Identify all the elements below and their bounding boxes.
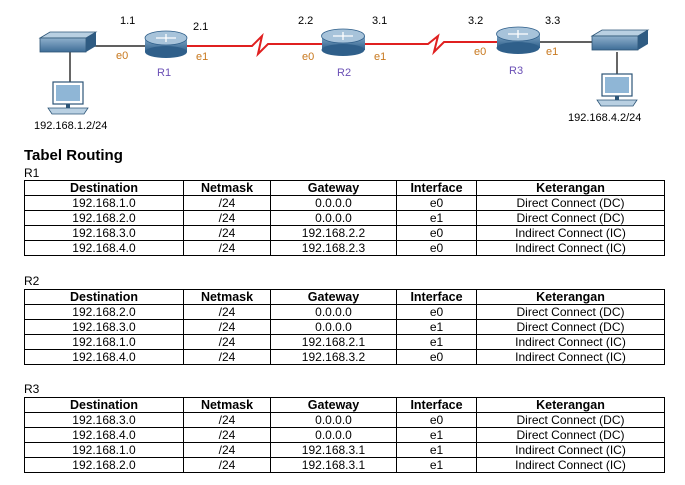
addr-label-2-2: 2.2 [298, 15, 314, 27]
cell-interface: e1 [397, 335, 477, 350]
header-keterangan: Keterangan [477, 290, 665, 305]
cell-netmask: /24 [184, 305, 271, 320]
router-r3-label: R3 [509, 65, 524, 77]
r1-e1-label: e1 [196, 51, 209, 63]
r1-e0-label: e0 [116, 50, 129, 62]
header-keterangan: Keterangan [477, 398, 665, 413]
header-gateway: Gateway [271, 181, 397, 196]
cell-interface: e1 [397, 458, 477, 473]
cell-netmask: /24 [184, 443, 271, 458]
cell-destination: 192.168.2.0 [25, 211, 184, 226]
pc-right-icon [597, 74, 637, 106]
header-keterangan: Keterangan [477, 181, 665, 196]
cell-gateway: 192.168.2.2 [271, 226, 397, 241]
addr-label-3-3: 3.3 [545, 15, 561, 27]
cell-destination: 192.168.3.0 [25, 320, 184, 335]
cell-gateway: 0.0.0.0 [271, 320, 397, 335]
cell-gateway: 192.168.3.2 [271, 350, 397, 365]
cell-netmask: /24 [184, 458, 271, 473]
cell-keterangan: Indirect Connect (IC) [477, 241, 665, 256]
header-interface: Interface [397, 398, 477, 413]
cell-gateway: 192.168.3.1 [271, 443, 397, 458]
cell-interface: e0 [397, 305, 477, 320]
cell-netmask: /24 [184, 320, 271, 335]
r3-e1-label: e1 [546, 46, 559, 58]
routing-table-r1 [24, 180, 665, 256]
header-destination: Destination [25, 398, 184, 413]
table-r3-label: R3 [24, 382, 40, 396]
addr-label-1-1: 1.1 [120, 15, 136, 27]
cell-destination: 192.168.4.0 [25, 428, 184, 443]
cell-gateway: 0.0.0.0 [271, 211, 397, 226]
routing-table-r3 [24, 397, 665, 473]
cell-netmask: /24 [184, 226, 271, 241]
routing-table-r2 [24, 289, 665, 365]
cell-gateway: 192.168.2.3 [271, 241, 397, 256]
router-r3-icon [497, 27, 541, 54]
switch-left-icon [40, 32, 96, 52]
cell-destination: 192.168.3.0 [25, 226, 184, 241]
router-r2-label: R2 [337, 67, 352, 79]
cell-keterangan: Direct Connect (DC) [477, 211, 665, 226]
addr-label-3-1: 3.1 [372, 15, 388, 27]
cell-netmask: /24 [184, 241, 271, 256]
cell-keterangan: Direct Connect (DC) [477, 320, 665, 335]
cell-gateway: 0.0.0.0 [271, 305, 397, 320]
table-header-row [25, 181, 665, 196]
cell-interface: e0 [397, 196, 477, 211]
table-row [25, 413, 665, 428]
cell-interface: e1 [397, 211, 477, 226]
header-netmask: Netmask [184, 290, 271, 305]
header-netmask: Netmask [184, 398, 271, 413]
cell-gateway: 192.168.3.1 [271, 458, 397, 473]
cell-interface: e0 [397, 413, 477, 428]
cell-keterangan: Indirect Connect (IC) [477, 458, 665, 473]
cell-keterangan: Direct Connect (DC) [477, 305, 665, 320]
table-row [25, 241, 665, 256]
cell-interface: e1 [397, 428, 477, 443]
cell-keterangan: Direct Connect (DC) [477, 413, 665, 428]
cell-interface: e1 [397, 443, 477, 458]
cell-keterangan: Indirect Connect (IC) [477, 335, 665, 350]
table-row [25, 226, 665, 241]
cell-keterangan: Direct Connect (DC) [477, 196, 665, 211]
addr-label-2-1: 2.1 [193, 21, 209, 33]
cell-destination: 192.168.3.0 [25, 413, 184, 428]
cell-keterangan: Indirect Connect (IC) [477, 443, 665, 458]
cell-netmask: /24 [184, 211, 271, 226]
header-netmask: Netmask [184, 181, 271, 196]
table-row [25, 335, 665, 350]
table-row [25, 211, 665, 226]
host-left-ip: 192.168.1.2/24 [34, 120, 108, 132]
table-row [25, 350, 665, 365]
table-row [25, 458, 665, 473]
cell-netmask: /24 [184, 413, 271, 428]
header-destination: Destination [25, 290, 184, 305]
cell-netmask: /24 [184, 335, 271, 350]
addr-label-3-2: 3.2 [468, 15, 484, 27]
r2-e0-label: e0 [302, 51, 315, 63]
cell-keterangan: Indirect Connect (IC) [477, 226, 665, 241]
table-row [25, 443, 665, 458]
routing-table-title: Tabel Routing [24, 147, 123, 164]
cell-interface: e0 [397, 241, 477, 256]
cell-destination: 192.168.4.0 [25, 350, 184, 365]
cell-destination: 192.168.1.0 [25, 335, 184, 350]
cell-gateway: 0.0.0.0 [271, 428, 397, 443]
header-gateway: Gateway [271, 290, 397, 305]
cell-keterangan: Indirect Connect (IC) [477, 350, 665, 365]
r2-e1-label: e1 [374, 51, 387, 63]
cell-interface: e1 [397, 320, 477, 335]
router-r2-icon [322, 29, 366, 56]
cell-netmask: /24 [184, 350, 271, 365]
header-destination: Destination [25, 181, 184, 196]
cell-destination: 192.168.2.0 [25, 458, 184, 473]
cell-destination: 192.168.1.0 [25, 196, 184, 211]
header-interface: Interface [397, 181, 477, 196]
cell-destination: 192.168.1.0 [25, 443, 184, 458]
table-header-row [25, 290, 665, 305]
r3-e0-label: e0 [474, 46, 487, 58]
cell-netmask: /24 [184, 428, 271, 443]
router-r1-label: R1 [157, 67, 172, 79]
cell-destination: 192.168.2.0 [25, 305, 184, 320]
cell-netmask: /24 [184, 196, 271, 211]
header-gateway: Gateway [271, 398, 397, 413]
cell-interface: e0 [397, 226, 477, 241]
table-row [25, 305, 665, 320]
cell-interface: e0 [397, 350, 477, 365]
router-r1-icon [145, 31, 187, 58]
table-r1-label: R1 [24, 166, 40, 180]
host-right-ip: 192.168.4.2/24 [568, 112, 642, 124]
switch-right-icon [592, 30, 648, 50]
cell-keterangan: Direct Connect (DC) [477, 428, 665, 443]
cell-destination: 192.168.4.0 [25, 241, 184, 256]
table-row [25, 320, 665, 335]
cell-gateway: 192.168.2.1 [271, 335, 397, 350]
cell-gateway: 0.0.0.0 [271, 196, 397, 211]
table-r2-label: R2 [24, 274, 40, 288]
table-row [25, 428, 665, 443]
table-header-row [25, 398, 665, 413]
cell-gateway: 0.0.0.0 [271, 413, 397, 428]
table-row [25, 196, 665, 211]
header-interface: Interface [397, 290, 477, 305]
pc-left-icon [48, 82, 88, 114]
